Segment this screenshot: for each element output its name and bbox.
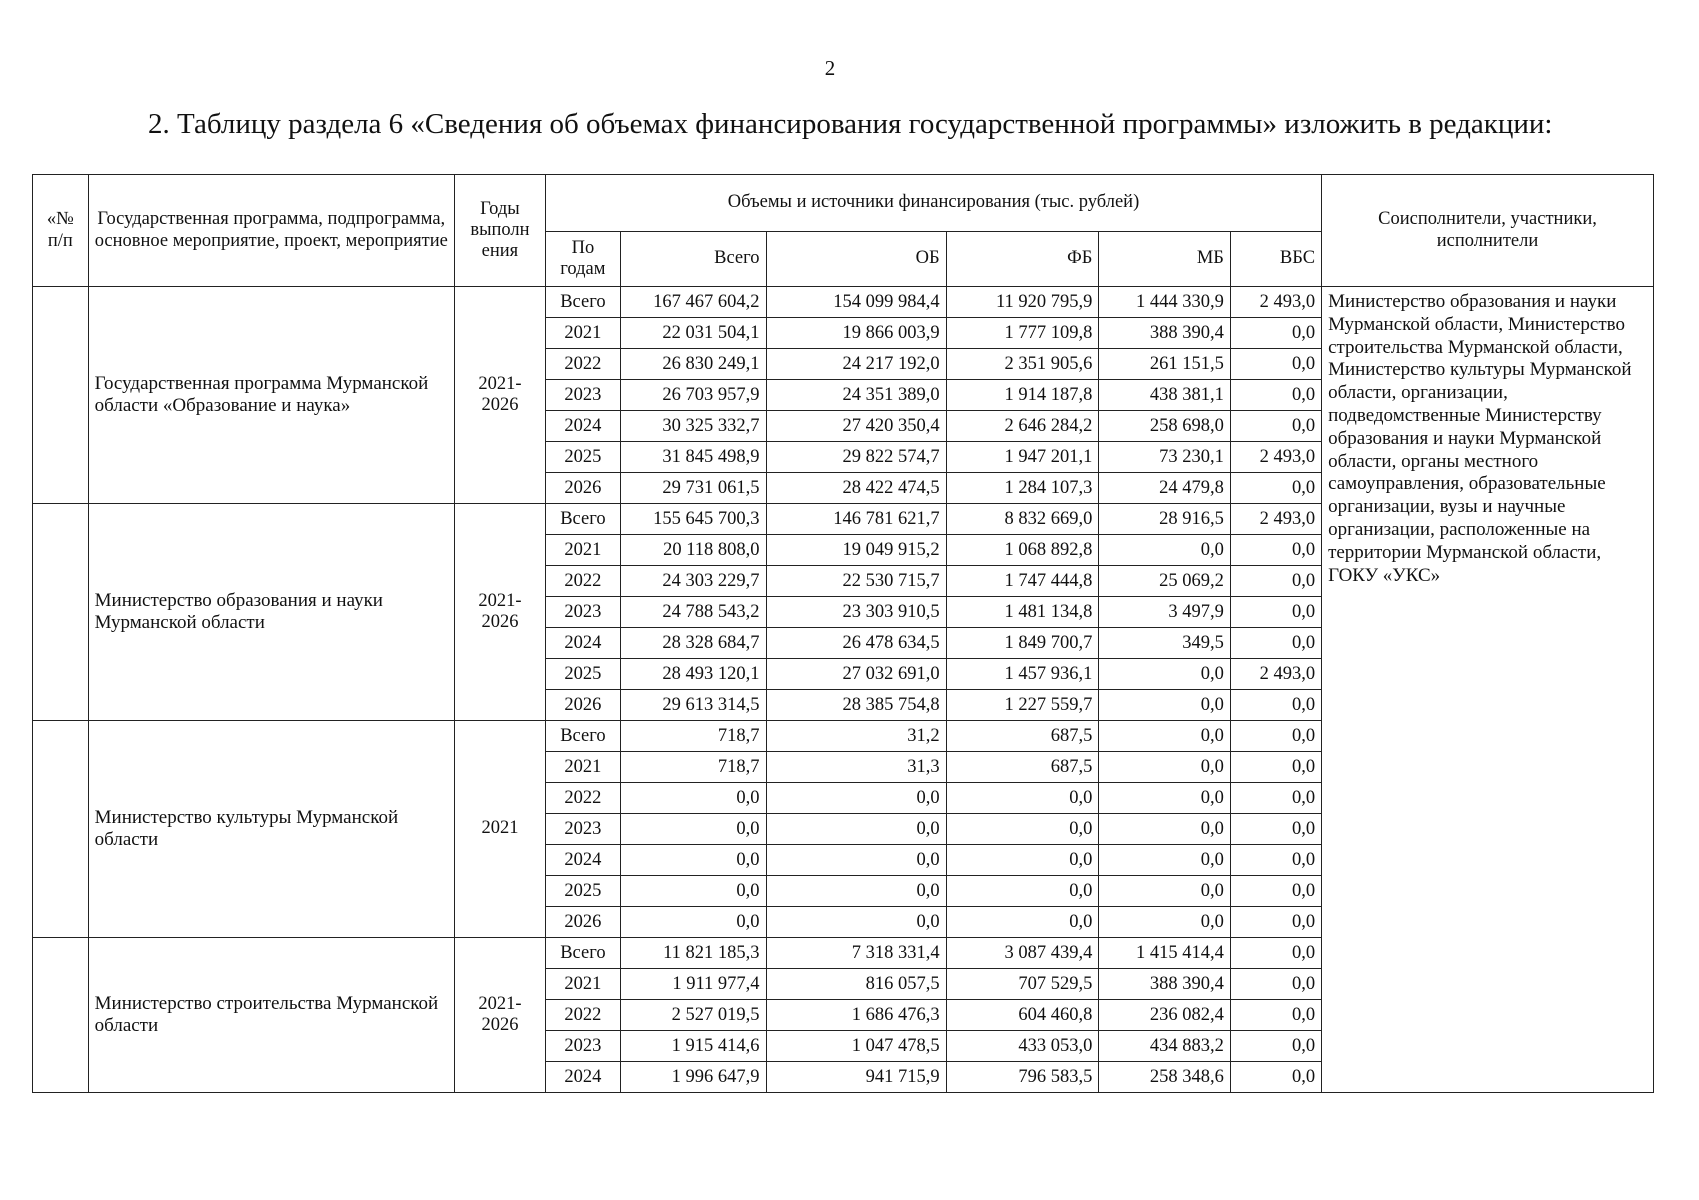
period-cell: 2021-2026 [454,504,545,721]
ob-cell: 146 781 621,7 [766,504,946,535]
mb-cell: 25 069,2 [1099,566,1231,597]
total-cell: 0,0 [620,845,766,876]
fb-cell: 0,0 [946,845,1099,876]
program-name-cell: Министерство строительства Мурманской области [88,938,454,1093]
ob-cell: 28 385 754,8 [766,690,946,721]
fb-cell: 0,0 [946,907,1099,938]
year-cell: 2025 [545,442,620,473]
financing-table [32,174,1654,1093]
mb-cell: 0,0 [1099,721,1231,752]
vbs-cell: 2 493,0 [1230,287,1321,318]
year-cell: 2023 [545,1031,620,1062]
total-cell: 28 493 120,1 [620,659,766,690]
mb-cell: 434 883,2 [1099,1031,1231,1062]
fb-cell: 1 068 892,8 [946,535,1099,566]
vbs-cell: 0,0 [1230,473,1321,504]
fb-cell: 707 529,5 [946,969,1099,1000]
vbs-cell: 0,0 [1230,628,1321,659]
vbs-cell: 2 493,0 [1230,659,1321,690]
program-name-cell: Министерство культуры Мурманской области [88,721,454,938]
fb-cell: 1 284 107,3 [946,473,1099,504]
ob-cell: 29 822 574,7 [766,442,946,473]
vbs-cell: 0,0 [1230,752,1321,783]
total-cell: 26 830 249,1 [620,349,766,380]
mb-cell: 258 348,6 [1099,1062,1231,1093]
year-cell: 2026 [545,907,620,938]
year-cell: 2024 [545,1062,620,1093]
total-cell: 1 996 647,9 [620,1062,766,1093]
fb-cell: 433 053,0 [946,1031,1099,1062]
ob-cell: 0,0 [766,814,946,845]
ob-cell: 24 351 389,0 [766,380,946,411]
fb-cell: 11 920 795,9 [946,287,1099,318]
vbs-cell: 0,0 [1230,597,1321,628]
year-cell: 2021 [545,535,620,566]
fb-cell: 3 087 439,4 [946,938,1099,969]
document-title: 2. Таблицу раздела 6 «Сведения об объемах финансирования государственной программы» изложить в редакции: [148,108,1553,140]
fb-cell: 1 777 109,8 [946,318,1099,349]
year-cell: 2024 [545,411,620,442]
row-number-cell [33,938,89,1093]
fb-cell: 1 481 134,8 [946,597,1099,628]
mb-cell: 3 497,9 [1099,597,1231,628]
fb-cell: 796 583,5 [946,1062,1099,1093]
ob-cell: 28 422 474,5 [766,473,946,504]
vbs-cell: 0,0 [1230,1062,1321,1093]
year-cell: 2024 [545,845,620,876]
year-cell: 2022 [545,566,620,597]
year-cell: 2025 [545,659,620,690]
program-name-cell: Министерство образования и науки Мурманской области [88,504,454,721]
year-cell: 2023 [545,597,620,628]
ob-cell: 31,3 [766,752,946,783]
fb-cell: 687,5 [946,752,1099,783]
financing-table-body [33,287,1654,1093]
total-cell: 28 328 684,7 [620,628,766,659]
ob-cell: 154 099 984,4 [766,287,946,318]
total-cell: 31 845 498,9 [620,442,766,473]
ob-cell: 26 478 634,5 [766,628,946,659]
total-cell: 24 303 229,7 [620,566,766,597]
ob-cell: 0,0 [766,907,946,938]
ob-cell: 19 049 915,2 [766,535,946,566]
period-cell: 2021 [454,721,545,938]
total-cell: 1 911 977,4 [620,969,766,1000]
total-cell: 30 325 332,7 [620,411,766,442]
vbs-cell: 0,0 [1230,566,1321,597]
header-years: Годы выполн ения [454,175,545,287]
vbs-cell: 0,0 [1230,721,1321,752]
mb-cell: 388 390,4 [1099,318,1231,349]
ob-cell: 27 420 350,4 [766,411,946,442]
total-cell: 0,0 [620,814,766,845]
ob-cell: 19 866 003,9 [766,318,946,349]
ob-cell: 816 057,5 [766,969,946,1000]
ob-cell: 31,2 [766,721,946,752]
total-cell: 0,0 [620,876,766,907]
total-cell: 24 788 543,2 [620,597,766,628]
year-cell: 2021 [545,752,620,783]
mb-cell: 0,0 [1099,876,1231,907]
ob-cell: 22 530 715,7 [766,566,946,597]
fb-cell: 1 849 700,7 [946,628,1099,659]
vbs-cell: 0,0 [1230,1031,1321,1062]
header-fb: ФБ [946,232,1099,287]
executors-cell: Министерство образования и науки Мурманской области, Министерство строительства Мурманской области, Министерство культуры Мурманской области, организации, подведомственные Министерству образования и науки Мурманской области, органы местного самоуправления, образовательные организации, вузы и научные организации, расположенные на территории Мурманской области, ГОКУ «УКС» [1322,287,1654,1093]
year-cell: Всего [545,287,620,318]
total-cell: 29 613 314,5 [620,690,766,721]
vbs-cell: 0,0 [1230,814,1321,845]
fb-cell: 687,5 [946,721,1099,752]
page-number: 2 [824,56,836,80]
total-cell: 155 645 700,3 [620,504,766,535]
fb-cell: 604 460,8 [946,1000,1099,1031]
header-financing: Объемы и источники финансирования (тыс. рублей) [545,175,1321,232]
mb-cell: 24 479,8 [1099,473,1231,504]
vbs-cell: 0,0 [1230,318,1321,349]
vbs-cell: 0,0 [1230,938,1321,969]
total-cell: 0,0 [620,907,766,938]
vbs-cell: 2 493,0 [1230,442,1321,473]
total-cell: 20 118 808,0 [620,535,766,566]
header-mb: МБ [1099,232,1231,287]
mb-cell: 388 390,4 [1099,969,1231,1000]
fb-cell: 0,0 [946,783,1099,814]
vbs-cell: 2 493,0 [1230,504,1321,535]
header-executors: Соисполнители, участники, исполнители [1322,175,1654,287]
ob-cell: 24 217 192,0 [766,349,946,380]
header-by-year: По годам [545,232,620,287]
year-cell: 2022 [545,783,620,814]
fb-cell: 2 646 284,2 [946,411,1099,442]
mb-cell: 0,0 [1099,783,1231,814]
mb-cell: 0,0 [1099,845,1231,876]
fb-cell: 1 227 559,7 [946,690,1099,721]
total-cell: 2 527 019,5 [620,1000,766,1031]
year-cell: 2022 [545,1000,620,1031]
mb-cell: 236 082,4 [1099,1000,1231,1031]
mb-cell: 261 151,5 [1099,349,1231,380]
vbs-cell: 0,0 [1230,783,1321,814]
fb-cell: 8 832 669,0 [946,504,1099,535]
fb-cell: 1 914 187,8 [946,380,1099,411]
fb-cell: 1 747 444,8 [946,566,1099,597]
total-cell: 718,7 [620,721,766,752]
vbs-cell: 0,0 [1230,535,1321,566]
total-cell: 0,0 [620,783,766,814]
vbs-cell: 0,0 [1230,907,1321,938]
ob-cell: 941 715,9 [766,1062,946,1093]
mb-cell: 1 444 330,9 [1099,287,1231,318]
total-cell: 167 467 604,2 [620,287,766,318]
total-cell: 11 821 185,3 [620,938,766,969]
year-cell: 2021 [545,318,620,349]
vbs-cell: 0,0 [1230,411,1321,442]
mb-cell: 0,0 [1099,690,1231,721]
year-cell: 2023 [545,380,620,411]
total-cell: 26 703 957,9 [620,380,766,411]
vbs-cell: 0,0 [1230,380,1321,411]
total-cell: 1 915 414,6 [620,1031,766,1062]
row-number-cell [33,287,89,504]
fb-cell: 1 947 201,1 [946,442,1099,473]
period-cell: 2021-2026 [454,938,545,1093]
vbs-cell: 0,0 [1230,349,1321,380]
year-cell: 2021 [545,969,620,1000]
year-cell: 2026 [545,473,620,504]
total-cell: 718,7 [620,752,766,783]
mb-cell: 0,0 [1099,814,1231,845]
year-cell: 2022 [545,349,620,380]
row-number-cell [33,721,89,938]
ob-cell: 0,0 [766,783,946,814]
header-vbs: ВБС [1230,232,1321,287]
ob-cell: 27 032 691,0 [766,659,946,690]
vbs-cell: 0,0 [1230,876,1321,907]
mb-cell: 438 381,1 [1099,380,1231,411]
mb-cell: 0,0 [1099,752,1231,783]
mb-cell: 0,0 [1099,907,1231,938]
row-number-cell [33,504,89,721]
year-cell: 2023 [545,814,620,845]
vbs-cell: 0,0 [1230,690,1321,721]
table-row [33,287,1654,318]
fb-cell: 0,0 [946,814,1099,845]
program-name-cell: Государственная программа Мурманской области «Образование и наука» [88,287,454,504]
period-cell: 2021-2026 [454,287,545,504]
fb-cell: 0,0 [946,876,1099,907]
year-cell: Всего [545,504,620,535]
header-program: Государственная программа, подпрограмма, основное мероприятие, проект, мероприятие [88,175,454,287]
mb-cell: 349,5 [1099,628,1231,659]
ob-cell: 1 047 478,5 [766,1031,946,1062]
year-cell: 2025 [545,876,620,907]
header-num: «№ п/п [33,175,89,287]
ob-cell: 0,0 [766,845,946,876]
mb-cell: 73 230,1 [1099,442,1231,473]
header-total: Всего [620,232,766,287]
mb-cell: 1 415 414,4 [1099,938,1231,969]
year-cell: 2026 [545,690,620,721]
vbs-cell: 0,0 [1230,845,1321,876]
ob-cell: 1 686 476,3 [766,1000,946,1031]
header-ob: ОБ [766,232,946,287]
mb-cell: 28 916,5 [1099,504,1231,535]
vbs-cell: 0,0 [1230,1000,1321,1031]
ob-cell: 23 303 910,5 [766,597,946,628]
ob-cell: 0,0 [766,876,946,907]
ob-cell: 7 318 331,4 [766,938,946,969]
fb-cell: 2 351 905,6 [946,349,1099,380]
total-cell: 29 731 061,5 [620,473,766,504]
total-cell: 22 031 504,1 [620,318,766,349]
mb-cell: 0,0 [1099,535,1231,566]
fb-cell: 1 457 936,1 [946,659,1099,690]
year-cell: Всего [545,938,620,969]
year-cell: 2024 [545,628,620,659]
year-cell: Всего [545,721,620,752]
vbs-cell: 0,0 [1230,969,1321,1000]
mb-cell: 0,0 [1099,659,1231,690]
mb-cell: 258 698,0 [1099,411,1231,442]
